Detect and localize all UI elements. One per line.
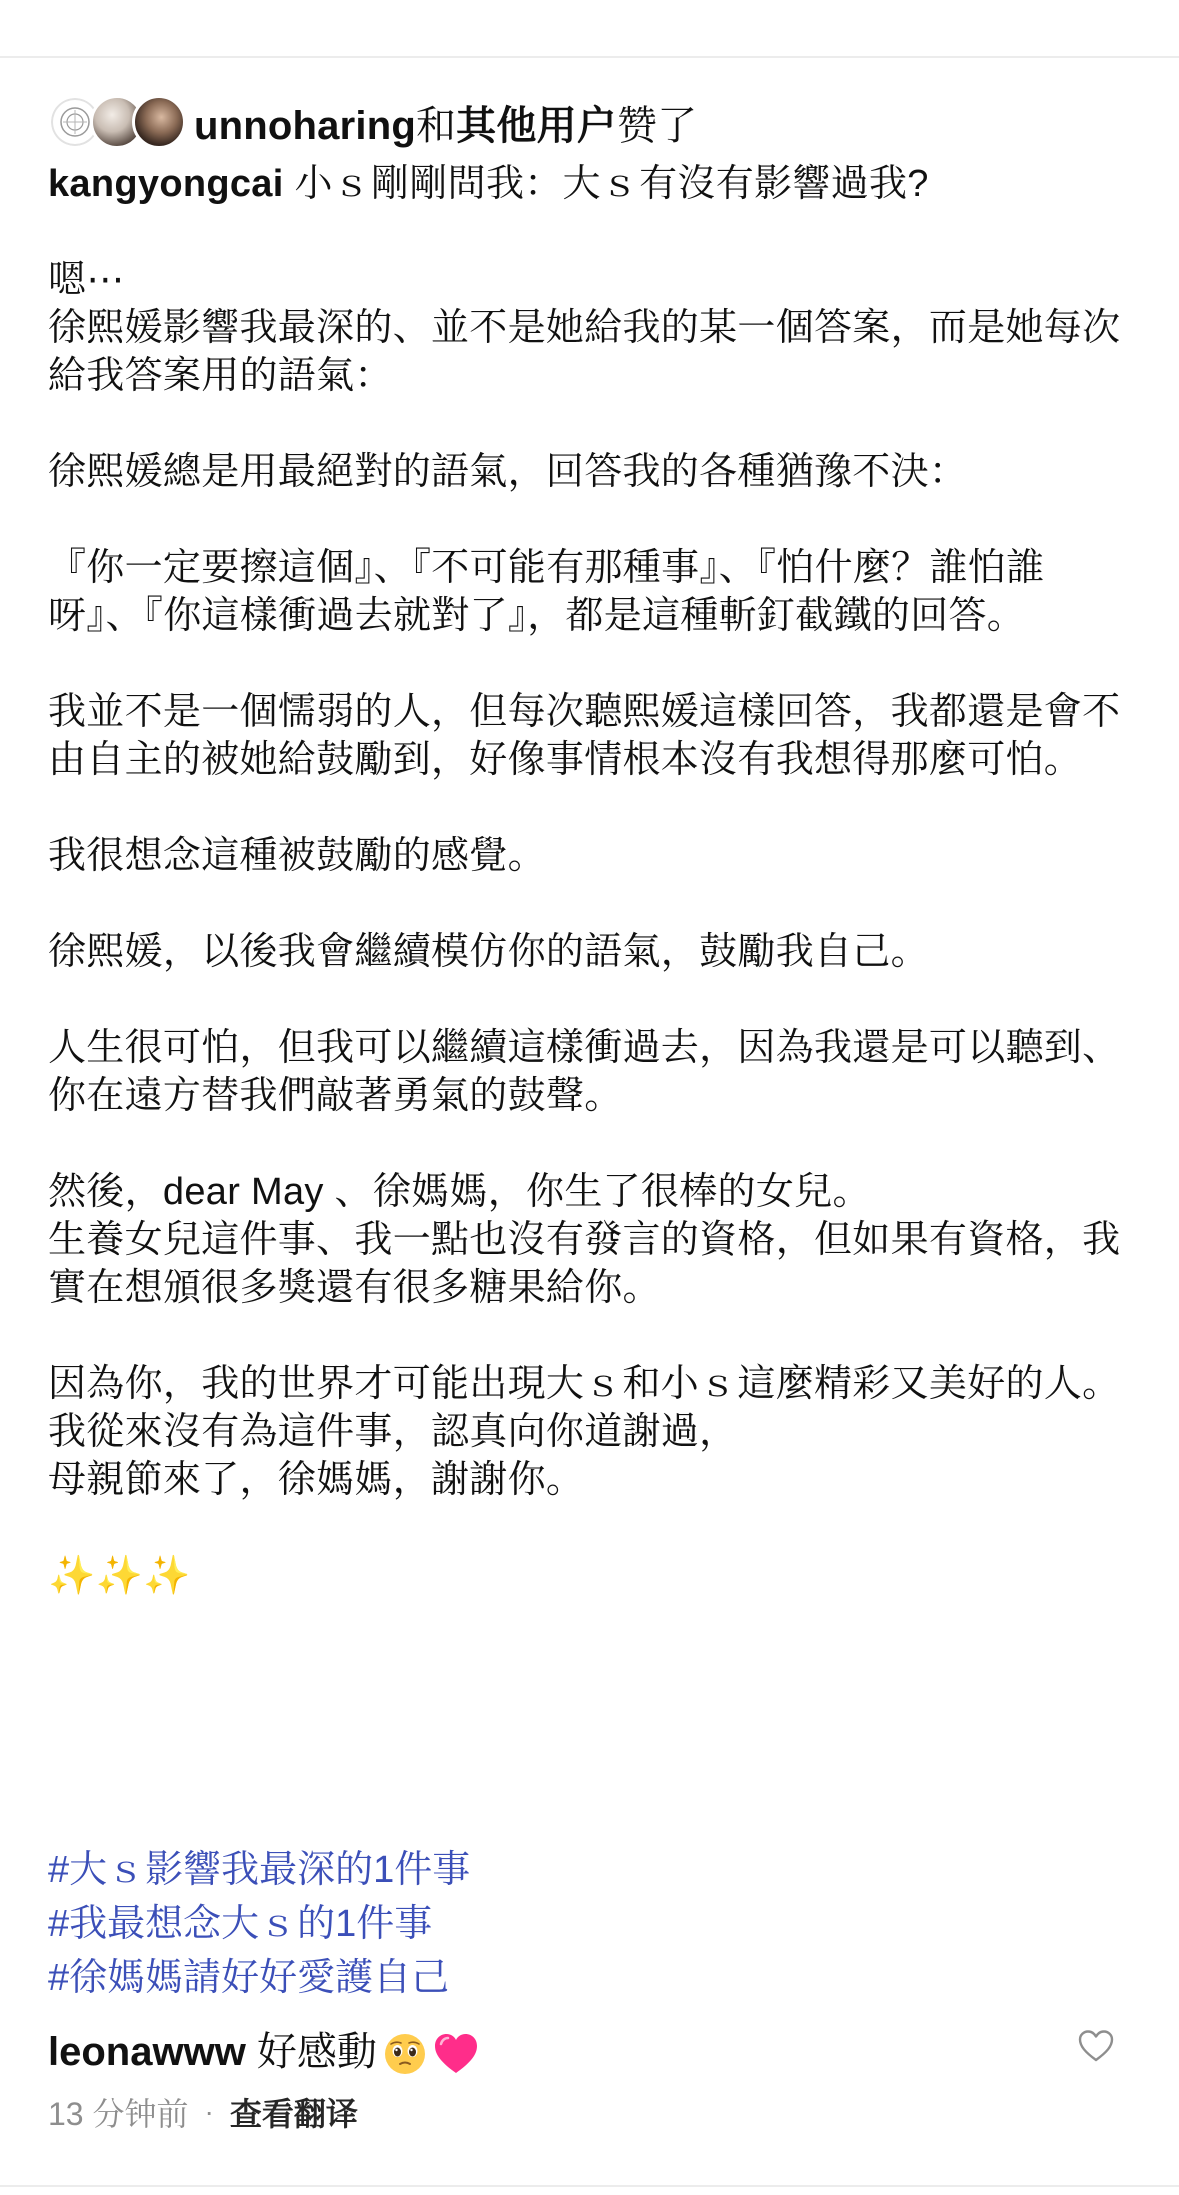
like-comment-button[interactable] bbox=[1074, 2024, 1118, 2068]
comment-text: 好感動 bbox=[245, 2029, 377, 2074]
hashtag-link[interactable]: #徐媽媽請好好愛護自己 bbox=[48, 1957, 450, 1999]
bottom-divider bbox=[0, 2185, 1179, 2187]
other-likers-link[interactable]: 其他用户 bbox=[456, 103, 617, 148]
likes-row[interactable] bbox=[48, 92, 697, 152]
heart-outline-icon bbox=[1077, 2029, 1115, 2063]
liker-username[interactable]: unnoharing bbox=[194, 103, 416, 148]
hashtag-link[interactable]: #我最想念大ｓ的1件事 bbox=[48, 1903, 433, 1945]
liker-avatars[interactable] bbox=[48, 93, 190, 151]
likes-connector: 和 bbox=[415, 103, 457, 148]
separator-dot: · bbox=[204, 2096, 214, 2127]
timestamp: 13 分钟前 bbox=[48, 2096, 189, 2132]
top-divider bbox=[0, 56, 1179, 58]
likes-summary[interactable] bbox=[194, 94, 697, 151]
hashtag-link[interactable]: #大ｓ影響我最深的1件事 bbox=[48, 1849, 471, 1891]
likes-suffix: 赞了 bbox=[616, 103, 698, 148]
avatar[interactable] bbox=[132, 95, 186, 149]
brand-logo-icon bbox=[58, 105, 92, 139]
pink-heart-icon bbox=[433, 2032, 479, 2076]
post-caption bbox=[48, 160, 1138, 1600]
hashtag-list bbox=[48, 1843, 1138, 2005]
comment bbox=[48, 2018, 1138, 2078]
comment-meta bbox=[48, 2090, 358, 2134]
comment-body bbox=[48, 2020, 479, 2077]
see-translation-link[interactable]: 查看翻译 bbox=[229, 2096, 358, 2132]
comment-username[interactable]: leonawww bbox=[48, 2029, 246, 2074]
pleading-face-icon bbox=[383, 2032, 427, 2076]
caption-text: 小ｓ剛剛問我：大ｓ有沒有影響過我? 嗯⋯ 徐熙媛影響我最深的、並不是她給我的某一個答案，而是她每次給我答案用的語氣： 徐熙媛總是用最絕對的語氣，回答我的各種猶豫不決： 『你一定要擦這個』、『不可能有那種事』、『怕什麼？誰怕誰呀』、『你這樣衝過去就對了』，都是這種斬釘截鐵的回答。 我並不是一個懦弱的人，但每次聽熙媛這樣回答，我都還是會不由自主的被她給鼓勵到，好像事情根本沒有我想得那麼可怕。 我很想念這種被鼓勵的感覺。 徐熙媛，以後我會繼續模仿你的語氣，鼓勵我自己。 人生很可怕，但我可以繼續這樣衝過去，因為我還是可以聽到、你在遠方替我們敲著勇氣的鼓聲。 然後，dear May 、徐媽媽，你生了很棒的女兒。 生養女兒這件事、我一點也沒有發言的資格，但如果有資格，我實在想頒很多獎還有很多糖果給你。 因為你，我的世界才可能出現大ｓ和小ｓ這麼精彩又美好的人。我從來沒有為這件事，認真向你道謝過， 母親節來了，徐媽媽，謝謝你。 ✨✨✨ bbox=[48, 163, 1121, 1597]
post-author[interactable]: kangyongcai bbox=[48, 163, 284, 205]
